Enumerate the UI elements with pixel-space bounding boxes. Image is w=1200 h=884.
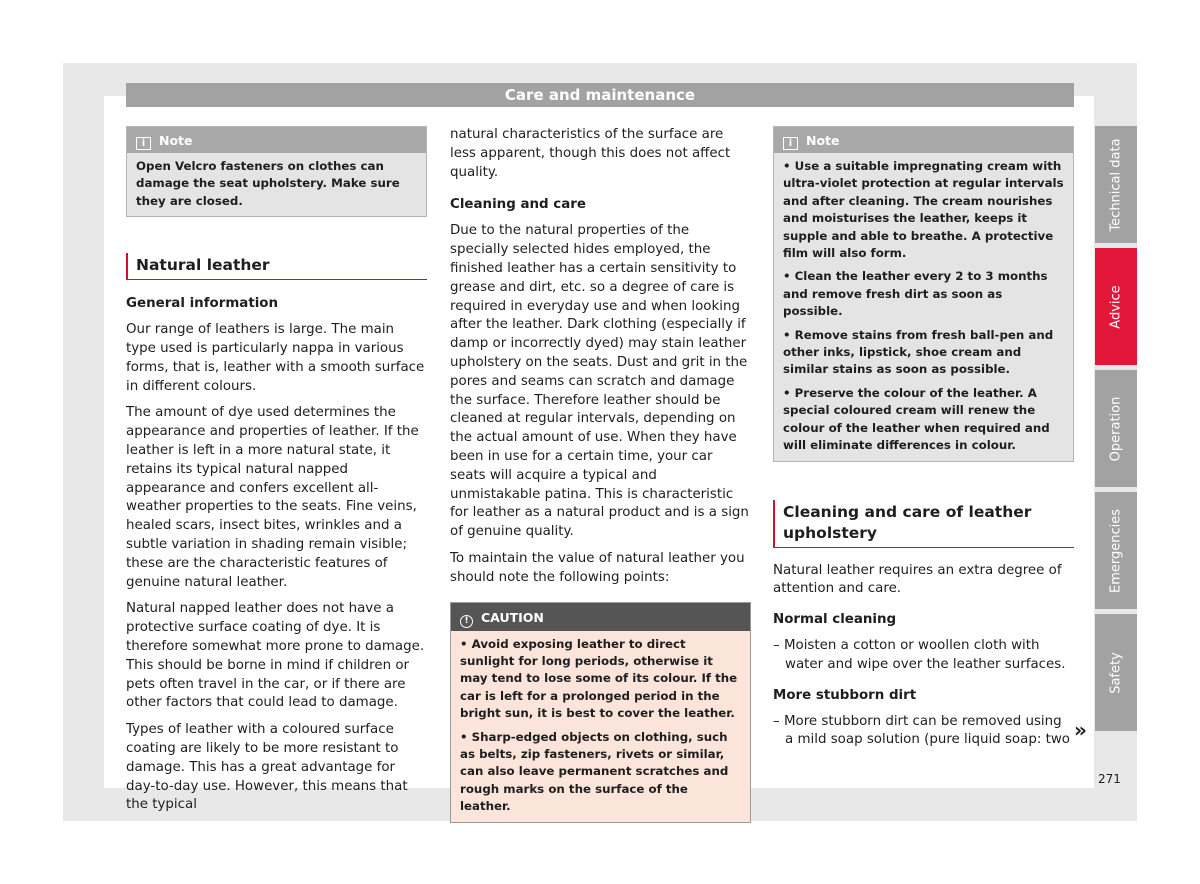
tab-safety[interactable] <box>1095 614 1137 731</box>
note-box <box>126 126 427 217</box>
caution-label: CAUTION <box>481 609 544 625</box>
tab-label: Emergencies <box>1108 508 1124 593</box>
note-item: • Preserve the colour of the leather. A special coloured cream will renew the colour of the leather when required and will eliminate differences in colour. <box>783 385 1050 453</box>
note-item: • Use a suitable impregnating cream with ultra-violet protection at regular intervals and after cleaning. The cream nourishes and moisturises the leather, keeps it supple and able to breathe. A protective film will also form. <box>783 159 1064 261</box>
paragraph: Natural napped leather does not have a protective surface coating of dye. It is therefore somewhat more prone to damage. This should be borne in mind if children or pets often travel in the car, or if there are other factors that could lead to damage. <box>126 601 425 711</box>
note-body <box>127 153 426 216</box>
list-item: – More stubborn dirt can be removed using a mild soap solution (pure liquid soap: two <box>773 713 1070 748</box>
caution-header <box>451 603 750 631</box>
note-label: Note <box>159 133 193 148</box>
section-title: Natural leather <box>126 253 427 280</box>
caution-body <box>451 631 750 822</box>
tab-operation[interactable] <box>1095 370 1137 487</box>
page-number: 271 <box>1098 772 1121 786</box>
exclamation-icon: ! <box>460 615 473 628</box>
note-header <box>127 127 426 153</box>
note-header <box>774 127 1073 153</box>
subheading: Normal cleaning <box>773 612 897 628</box>
caution-item: • Avoid exposing leather to direct sunlight for long periods, otherwise it may tend to lose some of its colour. If the car is left for a prolonged period in the bright sun, it is best to cover the leather. <box>460 636 738 721</box>
paragraph: To maintain the value of natural leather you should note the following points: <box>450 550 745 585</box>
info-icon: i <box>783 137 798 150</box>
caution-item: • Sharp-edged objects on clothing, such as belts, zip fasteners, rivets or similar, can also leave permanent scratches and rough marks on the surface of the leather. <box>460 729 729 814</box>
column-left <box>126 126 427 823</box>
paragraph: The amount of dye used determines the appearance and properties of leather. If the leather is left in a more natural state, it retains its typical natural napped appearance and confers excellent all-weather properties to the seats. Fine veins, healed scars, insect bites, wrinkles and a subtle variation in shading remain visible; these are the characteristic features of genuine natural leather. <box>126 405 419 590</box>
list-item: – Moisten a cotton or woollen cloth with water and wipe over the leather surfaces. <box>773 638 1066 672</box>
chapter-tabs <box>1095 126 1137 736</box>
paragraph: natural characteristics of the surface are less apparent, though this does not affect quality. <box>450 127 731 180</box>
note-body <box>774 153 1073 461</box>
note-item: • Clean the leather every 2 to 3 months and remove fresh dirt as soon as possible. <box>783 269 1048 319</box>
info-icon: i <box>136 137 151 150</box>
paragraph: Natural leather requires an extra degree of attention and care. <box>773 562 1062 597</box>
tab-label: Safety <box>1108 651 1124 694</box>
note-box <box>773 126 1074 462</box>
continue-arrow-icon: » <box>1074 718 1087 742</box>
subheading: General information <box>126 296 279 312</box>
tab-label: Advice <box>1108 284 1124 329</box>
paragraph: Types of leather with a coloured surface coating are likely to be more resistant to damage. This has a great advantage for day-to-day use. However, this means that the typical <box>126 722 408 813</box>
note-text: Open Velcro fasteners on clothes can damage the seat upholstery. Make sure they are closed. <box>136 159 400 208</box>
tab-technical-data[interactable] <box>1095 126 1137 243</box>
caution-box <box>450 602 751 823</box>
paragraph: Due to the natural properties of the specially selected hides employed, the finished leather has a certain sensitivity to grease and dirt, etc. so a degree of care is required in everyday use and when looking after the leather. Dark clothing (especially if damp or incorrectly dyed) may stain leather upholstery on the seats. Dust and grit in the pores and seams can scratch and damage the surface. Therefore leather should be cleaned at regular intervals, depending on the actual amount of use. When they have been in use for a certain time, your car seats will acquire a typical and unmistakable patina. This is characteristic for leather as a natural product and is a sign of genuine quality. <box>450 223 749 540</box>
subheading: More stubborn dirt <box>773 687 917 703</box>
section-title: Cleaning and care of leather upholstery <box>773 500 1074 548</box>
tab-advice[interactable] <box>1095 248 1137 365</box>
chapter-header: Care and maintenance <box>126 83 1074 107</box>
column-right <box>773 126 1074 758</box>
tab-emergencies[interactable] <box>1095 492 1137 609</box>
tab-label: Operation <box>1108 396 1124 461</box>
column-middle <box>450 126 751 823</box>
note-item: • Remove stains from fresh ball-pen and other inks, lipstick, shoe cream and similar stains as soon as possible. <box>783 327 1054 377</box>
tab-label: Technical data <box>1108 137 1124 232</box>
subheading: Cleaning and care <box>450 197 586 213</box>
note-label: Note <box>806 133 840 148</box>
paragraph: Our range of leathers is large. The main type used is particularly nappa in various forms, that is, leather with a smooth surface in different colours. <box>126 322 425 394</box>
